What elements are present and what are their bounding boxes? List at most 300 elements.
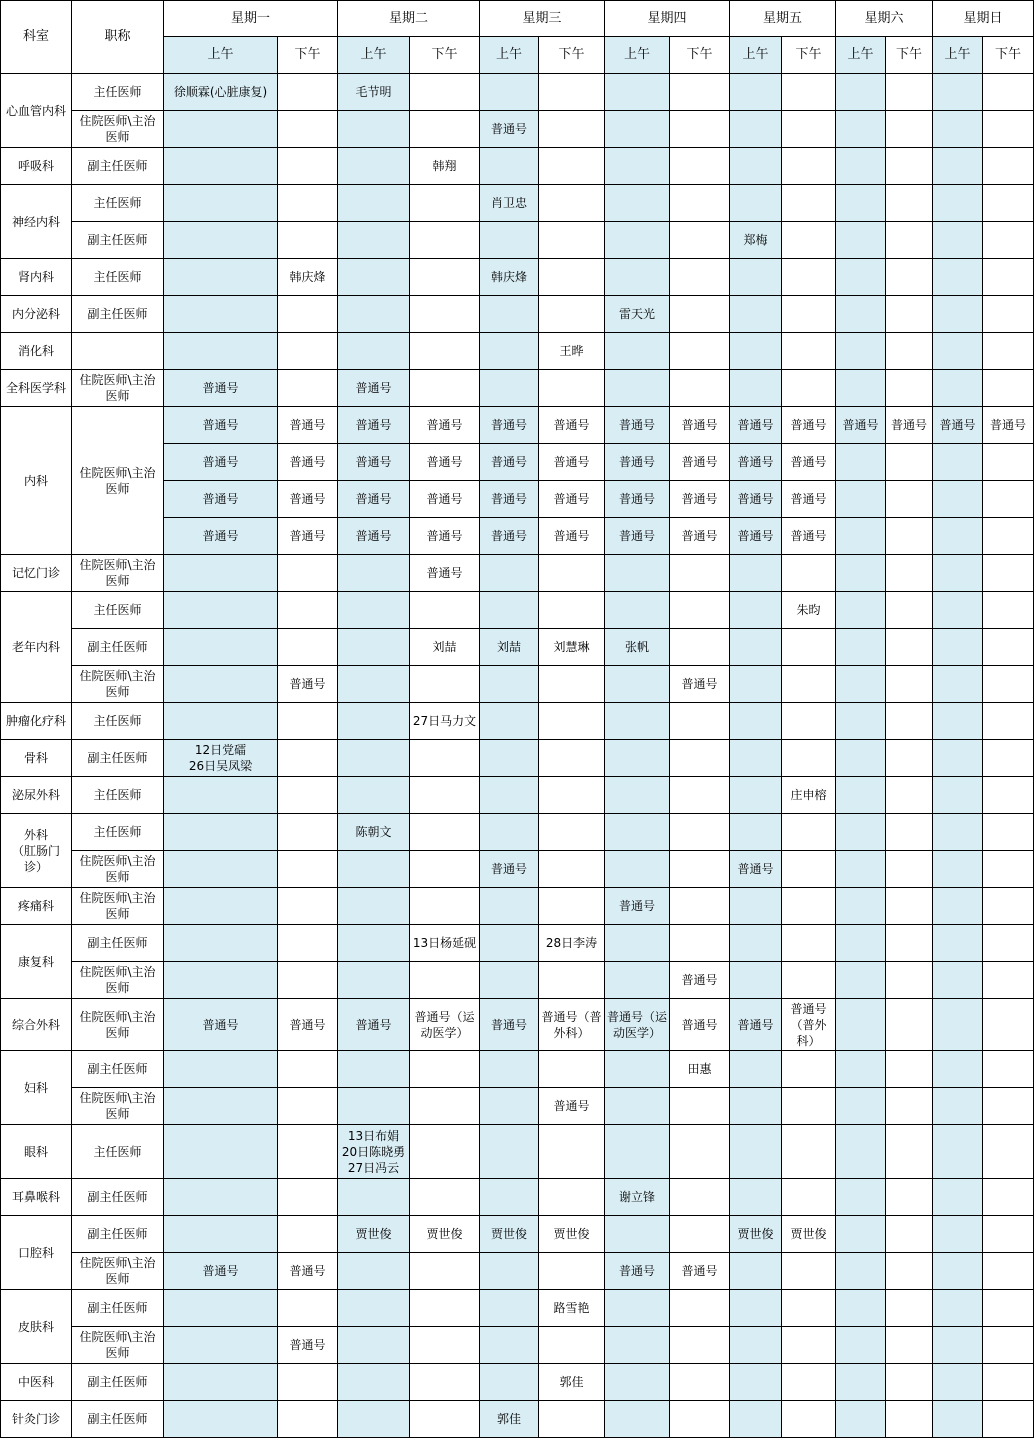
schedule-slot (730, 888, 782, 925)
schedule-slot: 郑梅 (730, 222, 782, 259)
schedule-slot (605, 740, 670, 777)
title-cell (72, 333, 164, 370)
dept-cell: 中医科 (0, 1364, 72, 1401)
schedule-slot (983, 814, 1034, 851)
schedule-slot (836, 444, 886, 481)
schedule-slot: 普通号 (410, 518, 480, 555)
schedule-slot (836, 1290, 886, 1327)
schedule-slot: 刘喆 (480, 629, 539, 666)
schedule-slot (410, 296, 480, 333)
schedule-slot (933, 111, 983, 148)
schedule-slot: 普通号 (730, 851, 782, 888)
schedule-slot (836, 851, 886, 888)
schedule-slot: 普通号 (539, 518, 605, 555)
schedule-slot (605, 148, 670, 185)
schedule-slot (278, 592, 338, 629)
dept-cell: 综合外科 (0, 999, 72, 1051)
title-cell: 住院医师\主治医师 (72, 851, 164, 888)
schedule-slot (539, 703, 605, 740)
schedule-slot (410, 592, 480, 629)
schedule-slot (605, 1051, 670, 1088)
header-day: 星期四 (605, 0, 730, 37)
schedule-slot (670, 1290, 730, 1327)
schedule-slot (730, 629, 782, 666)
schedule-slot (670, 555, 730, 592)
schedule-slot (278, 925, 338, 962)
schedule-slot (278, 703, 338, 740)
schedule-slot: 12日党礌 26日吴凤梁 (164, 740, 278, 777)
schedule-slot (933, 74, 983, 111)
schedule-slot: 普通号 (480, 407, 539, 444)
schedule-slot (782, 1179, 836, 1216)
schedule-slot (933, 777, 983, 814)
schedule-slot (670, 1327, 730, 1364)
schedule-slot (933, 1179, 983, 1216)
schedule-slot (983, 888, 1034, 925)
schedule-slot (782, 185, 836, 222)
schedule-slot (164, 629, 278, 666)
schedule-slot: 韩庆烽 (278, 259, 338, 296)
schedule-slot (410, 1253, 480, 1290)
schedule-slot (278, 962, 338, 999)
schedule-slot (730, 185, 782, 222)
schedule-slot (933, 999, 983, 1051)
schedule-slot: 普通号 (480, 111, 539, 148)
schedule-slot (730, 592, 782, 629)
schedule-slot (886, 370, 933, 407)
schedule-slot (782, 555, 836, 592)
schedule-slot (933, 185, 983, 222)
schedule-slot (480, 1253, 539, 1290)
schedule-slot (886, 555, 933, 592)
schedule-slot (730, 740, 782, 777)
schedule-slot (983, 703, 1034, 740)
schedule-slot: 普通号 (410, 481, 480, 518)
schedule-slot (670, 74, 730, 111)
schedule-slot (886, 666, 933, 703)
schedule-slot (782, 148, 836, 185)
schedule-slot: 普通号 (278, 481, 338, 518)
schedule-slot: 毛节明 (338, 74, 410, 111)
title-cell: 住院医师\主治医师 (72, 1088, 164, 1125)
schedule-slot (480, 370, 539, 407)
schedule-slot (605, 777, 670, 814)
schedule-slot (338, 777, 410, 814)
dept-cell: 呼吸科 (0, 148, 72, 185)
schedule-slot (983, 222, 1034, 259)
schedule-slot (605, 666, 670, 703)
schedule-slot (836, 925, 886, 962)
schedule-slot (338, 592, 410, 629)
schedule-slot: 普通号 (605, 1253, 670, 1290)
schedule-slot (782, 1088, 836, 1125)
schedule-slot: 普通号 (782, 518, 836, 555)
schedule-slot: 普通号 (670, 666, 730, 703)
schedule-slot (338, 925, 410, 962)
schedule-slot (670, 111, 730, 148)
schedule-slot (730, 148, 782, 185)
dept-cell: 肿瘤化疗科 (0, 703, 72, 740)
dept-cell: 骨科 (0, 740, 72, 777)
schedule-slot (983, 148, 1034, 185)
schedule-slot (670, 370, 730, 407)
schedule-slot (983, 1051, 1034, 1088)
schedule-slot: 郭佳 (539, 1364, 605, 1401)
schedule-slot (782, 1290, 836, 1327)
schedule-slot (278, 1125, 338, 1179)
schedule-slot (338, 1364, 410, 1401)
schedule-slot (164, 1125, 278, 1179)
schedule-slot (782, 962, 836, 999)
schedule-slot (983, 74, 1034, 111)
schedule-slot (164, 851, 278, 888)
schedule-slot (605, 592, 670, 629)
schedule-slot (836, 1125, 886, 1179)
schedule-slot (983, 1290, 1034, 1327)
schedule-slot (886, 74, 933, 111)
schedule-slot (983, 555, 1034, 592)
title-cell: 住院医师\主治医师 (72, 666, 164, 703)
schedule-slot: 普通号 (410, 407, 480, 444)
title-cell: 主任医师 (72, 259, 164, 296)
schedule-slot (539, 666, 605, 703)
schedule-slot (836, 666, 886, 703)
schedule-slot (410, 777, 480, 814)
schedule-slot (410, 1051, 480, 1088)
schedule-slot (670, 851, 730, 888)
schedule-slot (782, 111, 836, 148)
schedule-slot (836, 370, 886, 407)
schedule-slot (886, 1401, 933, 1438)
schedule-slot (605, 1327, 670, 1364)
schedule-slot (410, 1179, 480, 1216)
schedule-slot (480, 740, 539, 777)
schedule-slot (164, 1088, 278, 1125)
schedule-slot (730, 703, 782, 740)
schedule-slot (983, 185, 1034, 222)
schedule-slot (338, 1401, 410, 1438)
schedule-slot (782, 629, 836, 666)
schedule-slot (164, 555, 278, 592)
schedule-slot (886, 333, 933, 370)
dept-cell: 心血管内科 (0, 74, 72, 148)
schedule-slot (480, 925, 539, 962)
title-cell: 住院医师\主治医师 (72, 555, 164, 592)
schedule-slot: 路雪艳 (539, 1290, 605, 1327)
schedule-slot: 普通号 (782, 407, 836, 444)
schedule-slot (886, 1290, 933, 1327)
schedule-slot (164, 333, 278, 370)
schedule-slot (164, 1179, 278, 1216)
schedule-slot: 普通号（普外科） (782, 999, 836, 1051)
dept-cell: 内分泌科 (0, 296, 72, 333)
schedule-slot (836, 1364, 886, 1401)
schedule-slot (480, 555, 539, 592)
schedule-slot (410, 962, 480, 999)
title-cell: 副主任医师 (72, 740, 164, 777)
schedule-slot (338, 851, 410, 888)
schedule-slot (836, 185, 886, 222)
schedule-slot (886, 1327, 933, 1364)
schedule-slot (278, 370, 338, 407)
schedule-slot (886, 592, 933, 629)
schedule-slot (605, 814, 670, 851)
schedule-slot (278, 111, 338, 148)
schedule-slot (782, 1253, 836, 1290)
header-am: 上午 (164, 37, 278, 74)
schedule-slot (338, 1290, 410, 1327)
schedule-slot: 贾世俊 (410, 1216, 480, 1253)
schedule-slot (983, 370, 1034, 407)
schedule-slot (338, 1088, 410, 1125)
schedule-slot (539, 111, 605, 148)
schedule-slot: 13日杨延砚 (410, 925, 480, 962)
schedule-slot (836, 518, 886, 555)
schedule-slot: 普通号 (730, 407, 782, 444)
schedule-slot (933, 444, 983, 481)
schedule-slot (983, 296, 1034, 333)
schedule-slot (836, 1088, 886, 1125)
schedule-slot: 普通号 (164, 444, 278, 481)
schedule-slot (164, 1401, 278, 1438)
title-cell: 副主任医师 (72, 296, 164, 333)
schedule-slot: 刘喆 (410, 629, 480, 666)
schedule-slot: 普通号 (782, 481, 836, 518)
schedule-slot (730, 1088, 782, 1125)
schedule-slot: 普通号 (338, 444, 410, 481)
schedule-slot (539, 1051, 605, 1088)
schedule-slot (410, 1125, 480, 1179)
title-cell: 住院医师\主治医师 (72, 111, 164, 148)
schedule-slot (933, 370, 983, 407)
schedule-slot (933, 259, 983, 296)
schedule-slot (933, 740, 983, 777)
schedule-slot (605, 185, 670, 222)
schedule-slot (933, 333, 983, 370)
schedule-slot (886, 999, 933, 1051)
schedule-slot (933, 1125, 983, 1179)
schedule-slot (605, 1125, 670, 1179)
schedule-slot (605, 1216, 670, 1253)
title-cell: 副主任医师 (72, 1051, 164, 1088)
schedule-slot: 普通号 (164, 481, 278, 518)
schedule-slot: 普通号 (730, 481, 782, 518)
schedule-slot (886, 1088, 933, 1125)
schedule-slot (605, 111, 670, 148)
schedule-slot (730, 1253, 782, 1290)
schedule-slot (480, 703, 539, 740)
schedule-slot: 普通号 (983, 407, 1034, 444)
schedule-slot (983, 111, 1034, 148)
schedule-slot (338, 666, 410, 703)
schedule-slot (539, 555, 605, 592)
schedule-slot: 普通号 (730, 444, 782, 481)
schedule-slot (933, 851, 983, 888)
schedule-slot (670, 148, 730, 185)
schedule-slot (836, 222, 886, 259)
schedule-slot (836, 703, 886, 740)
schedule-slot (338, 111, 410, 148)
schedule-slot (410, 1327, 480, 1364)
schedule-slot (886, 222, 933, 259)
schedule-slot (730, 111, 782, 148)
header-title: 职称 (72, 0, 164, 74)
schedule-slot: 普通号 (410, 555, 480, 592)
schedule-slot (278, 1290, 338, 1327)
schedule-slot (605, 925, 670, 962)
schedule-slot (164, 1327, 278, 1364)
schedule-slot: 普通号 (605, 518, 670, 555)
schedule-slot (933, 1401, 983, 1438)
title-cell: 副主任医师 (72, 1216, 164, 1253)
schedule-slot (886, 777, 933, 814)
schedule-slot (539, 1401, 605, 1438)
schedule-slot (278, 222, 338, 259)
schedule-slot (338, 1327, 410, 1364)
schedule-slot: 普通号 (539, 1088, 605, 1125)
schedule-slot (983, 259, 1034, 296)
schedule-slot (730, 666, 782, 703)
title-cell: 主任医师 (72, 814, 164, 851)
schedule-slot (886, 740, 933, 777)
schedule-slot (480, 1364, 539, 1401)
schedule-slot (886, 1216, 933, 1253)
schedule-slot (886, 1179, 933, 1216)
dept-cell: 肾内科 (0, 259, 72, 296)
schedule-slot (338, 296, 410, 333)
schedule-slot (480, 148, 539, 185)
schedule-slot (933, 629, 983, 666)
schedule-slot (933, 1216, 983, 1253)
schedule-slot: 陈朝文 (338, 814, 410, 851)
title-cell: 主任医师 (72, 592, 164, 629)
schedule-slot: 13日布娟 20日陈晓勇 27日冯云 (338, 1125, 410, 1179)
schedule-slot (338, 740, 410, 777)
schedule-slot (338, 148, 410, 185)
schedule-slot (933, 555, 983, 592)
title-cell: 主任医师 (72, 703, 164, 740)
schedule-slot (836, 888, 886, 925)
schedule-slot (164, 1364, 278, 1401)
schedule-slot (782, 333, 836, 370)
schedule-slot (278, 1179, 338, 1216)
schedule-slot: 普通号 (338, 999, 410, 1051)
schedule-slot: 普通号 (278, 666, 338, 703)
schedule-slot (164, 1290, 278, 1327)
schedule-slot (933, 703, 983, 740)
schedule-slot (886, 444, 933, 481)
schedule-slot: 普通号 (730, 999, 782, 1051)
schedule-slot (933, 1290, 983, 1327)
schedule-slot (480, 592, 539, 629)
schedule-slot (539, 888, 605, 925)
schedule-slot: 田惠 (670, 1051, 730, 1088)
schedule-slot (278, 814, 338, 851)
schedule-slot (933, 1253, 983, 1290)
schedule-slot (164, 296, 278, 333)
schedule-slot (670, 185, 730, 222)
schedule-slot (782, 814, 836, 851)
header-am: 上午 (338, 37, 410, 74)
schedule-slot (730, 1290, 782, 1327)
schedule-slot (670, 740, 730, 777)
schedule-slot (539, 1253, 605, 1290)
schedule-slot (933, 814, 983, 851)
schedule-slot (278, 296, 338, 333)
schedule-slot: 普通号 (164, 370, 278, 407)
schedule-slot (278, 333, 338, 370)
schedule-slot (164, 148, 278, 185)
schedule-slot (782, 888, 836, 925)
schedule-slot: 韩庆烽 (480, 259, 539, 296)
schedule-slot (278, 74, 338, 111)
schedule-slot (782, 296, 836, 333)
header-pm: 下午 (886, 37, 933, 74)
header-pm: 下午 (782, 37, 836, 74)
schedule-slot (480, 888, 539, 925)
dept-cell: 神经内科 (0, 185, 72, 259)
schedule-slot (836, 592, 886, 629)
schedule-slot (933, 148, 983, 185)
schedule-slot (670, 888, 730, 925)
title-cell: 主任医师 (72, 1125, 164, 1179)
schedule-slot (670, 333, 730, 370)
schedule-slot (410, 851, 480, 888)
schedule-slot (338, 888, 410, 925)
schedule-slot (278, 851, 338, 888)
schedule-slot (278, 555, 338, 592)
schedule-slot: 普通号 (605, 444, 670, 481)
schedule-slot (836, 740, 886, 777)
schedule-slot (983, 962, 1034, 999)
schedule-slot (670, 1216, 730, 1253)
schedule-slot (338, 962, 410, 999)
schedule-slot (983, 333, 1034, 370)
schedule-slot: 普通号 (782, 444, 836, 481)
schedule-slot (410, 222, 480, 259)
schedule-slot: 28日李涛 (539, 925, 605, 962)
schedule-slot (164, 111, 278, 148)
schedule-slot (933, 666, 983, 703)
schedule-slot: 朱昀 (782, 592, 836, 629)
schedule-slot: 贾世俊 (338, 1216, 410, 1253)
schedule-slot: 普通号 (278, 1327, 338, 1364)
schedule-slot (480, 1290, 539, 1327)
schedule-slot (836, 1401, 886, 1438)
schedule-slot (410, 814, 480, 851)
title-cell: 副主任医师 (72, 1290, 164, 1327)
schedule-slot: 贾世俊 (782, 1216, 836, 1253)
schedule-slot (983, 444, 1034, 481)
schedule-slot (670, 777, 730, 814)
schedule-slot (410, 185, 480, 222)
title-cell: 主任医师 (72, 74, 164, 111)
schedule-slot (164, 222, 278, 259)
dept-cell: 消化科 (0, 333, 72, 370)
schedule-slot (782, 1327, 836, 1364)
schedule-slot: 贾世俊 (480, 1216, 539, 1253)
schedule-slot (605, 259, 670, 296)
schedule-slot (983, 1179, 1034, 1216)
title-cell: 主任医师 (72, 185, 164, 222)
dept-cell: 内科 (0, 407, 72, 555)
schedule-slot (605, 333, 670, 370)
title-cell: 住院医师\主治医师 (72, 407, 164, 555)
schedule-slot: 普通号 (278, 999, 338, 1051)
schedule-slot (983, 1216, 1034, 1253)
schedule-slot (338, 703, 410, 740)
schedule-slot (410, 1364, 480, 1401)
